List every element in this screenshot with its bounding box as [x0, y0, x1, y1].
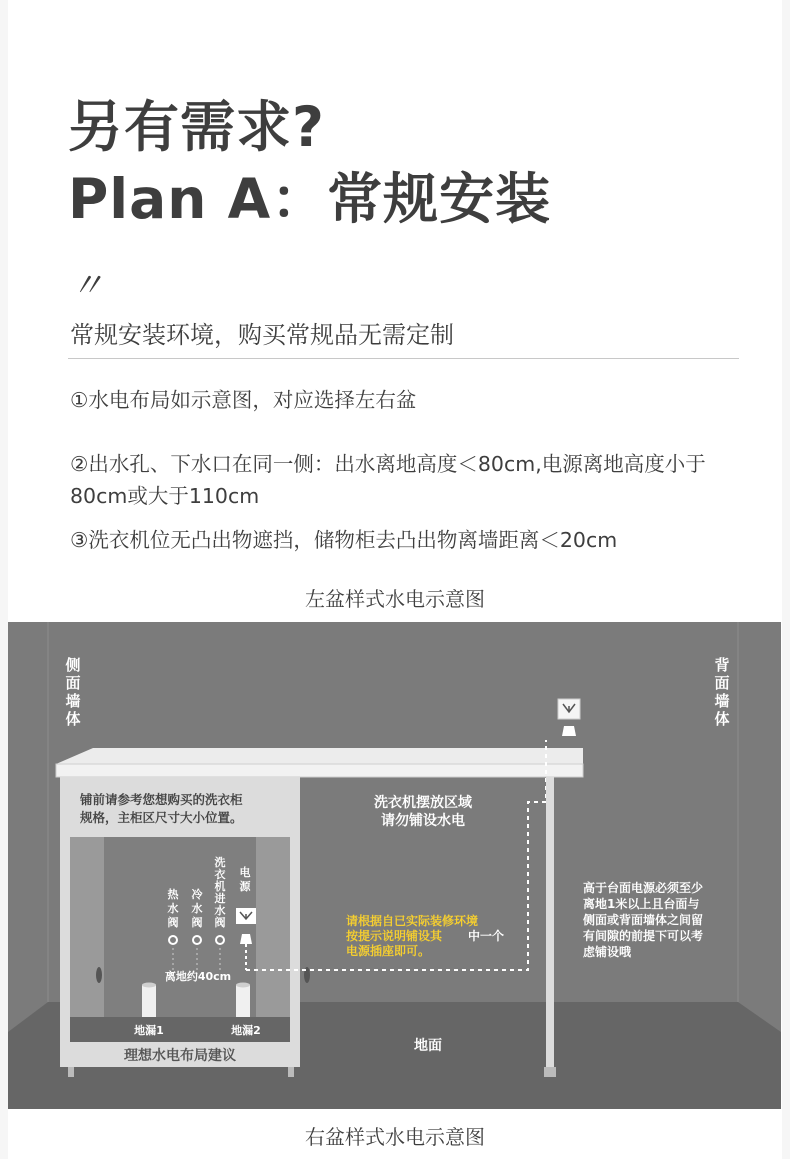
side-wall-label [64, 656, 80, 728]
side-drain-hole [96, 967, 102, 983]
cold-valve-char: 冷 [191, 888, 203, 901]
page-edge-right [782, 0, 790, 1159]
cabinet-foot [288, 1067, 294, 1077]
drain-1-pipe [142, 985, 156, 1017]
plumbing-layout-diagram [8, 622, 781, 1109]
divider [68, 358, 739, 359]
page-title-line-1: 另有需求? [68, 95, 325, 159]
washer-valve-char: 洗 [214, 856, 226, 869]
side-wall-char: 侧 [65, 656, 81, 674]
side-wall-char: 体 [65, 710, 81, 728]
cabinet-note-line: 铺前请参考您想购买的洗衣柜 [80, 792, 243, 807]
yellow-note-line: 电源插座即可。 [346, 944, 431, 958]
hot-valve-label [168, 887, 180, 929]
back-wall-char: 背 [714, 656, 730, 674]
countertop-front [56, 764, 583, 777]
power-label-char: 源 [239, 880, 251, 893]
requirement-2: ②出水孔、下水口在同一侧：出水离地高度＜80cm,电源离地高度小于80cm或大于110cm [70, 452, 706, 508]
lamp-icon [240, 934, 252, 944]
back-wall-char: 墙 [714, 692, 730, 710]
height-label: 离地约40cm [164, 970, 232, 983]
side-wall-char: 面 [65, 674, 81, 692]
requirement-3: ③洗衣机位无凸出物遮挡，储物柜去凸出物离墙距离＜20cm [70, 528, 618, 552]
right-note-line: 高于台面电源必须至少 [583, 881, 704, 895]
floor-label: 地面 [414, 1038, 442, 1054]
page-subtitle: 常规安装环境，购买常规品无需定制 [70, 321, 454, 349]
cabinet-left-panel [70, 837, 104, 1017]
back-wall-char: 面 [714, 674, 730, 692]
drain-2-top [236, 983, 250, 988]
right-note-line: 虑铺设哦 [583, 945, 632, 959]
side-wall-char: 墙 [65, 692, 81, 710]
caption-right-basin: 右盆样式水电示意图 [305, 1125, 485, 1149]
hot-valve-char: 阀 [167, 916, 179, 929]
page-edge-left [0, 0, 8, 1159]
cabinet-foot [68, 1067, 74, 1077]
washer-valve-label [214, 855, 226, 929]
washer-zone-line: 洗衣机摆放区域 [374, 795, 472, 811]
yellow-note-line: 按提示说明铺设其 [346, 929, 443, 943]
washer-zone-line: 请勿铺设水电 [381, 813, 465, 829]
yellow-note-line: 中一个 [468, 929, 505, 943]
cabinet-back-panel [104, 837, 256, 1017]
drain-2-pipe [236, 985, 250, 1017]
washer-valve-char: 衣 [214, 868, 226, 881]
right-note-line: 离地1米以上且台面与 [583, 897, 700, 911]
drain-1-label: 地漏1 [134, 1024, 164, 1037]
countertop-foot [544, 1067, 556, 1077]
washer-valve-char: 机 [214, 880, 226, 893]
cold-valve-char: 阀 [191, 916, 203, 929]
drain-1-top [142, 983, 156, 988]
right-note-line: 有间隙的前提下可以考 [583, 929, 704, 943]
cabinet-note-line: 规格，主柜区尺寸大小位置。 [80, 810, 243, 825]
right-note-line: 侧面或背面墙体之间留 [583, 913, 704, 927]
washer-valve-char: 水 [214, 904, 226, 917]
cabinet-right-post [290, 777, 300, 1067]
hot-valve-char: 水 [167, 902, 179, 915]
wall-lamp-icon [562, 726, 576, 736]
cold-valve-label [192, 887, 204, 929]
layout-title: 理想水电布局建议 [124, 1048, 236, 1064]
quote-mark: 〃 [70, 266, 104, 306]
yellow-note-line: 请根据自已实际装修环境 [346, 914, 479, 928]
washer-valve-char: 阀 [214, 916, 226, 929]
washer-valve-char: 进 [214, 892, 226, 905]
countertop-top [56, 748, 583, 764]
back-wall-char: 体 [714, 710, 730, 728]
cabinet-right-panel [256, 837, 290, 1017]
cold-valve-char: 水 [191, 902, 203, 915]
drain-2-label: 地漏2 [231, 1024, 261, 1037]
caption-left-basin: 左盆样式水电示意图 [305, 587, 485, 611]
power-label-char: 电 [239, 866, 251, 879]
countertop-right-leg [546, 777, 554, 1067]
back-wall-label [714, 656, 729, 728]
requirement-1: ①水电布局如示意图，对应选择左右盆 [70, 388, 417, 412]
page-title-line-2: Plan A：常规安装 [68, 167, 552, 231]
hot-valve-char: 热 [167, 888, 179, 901]
